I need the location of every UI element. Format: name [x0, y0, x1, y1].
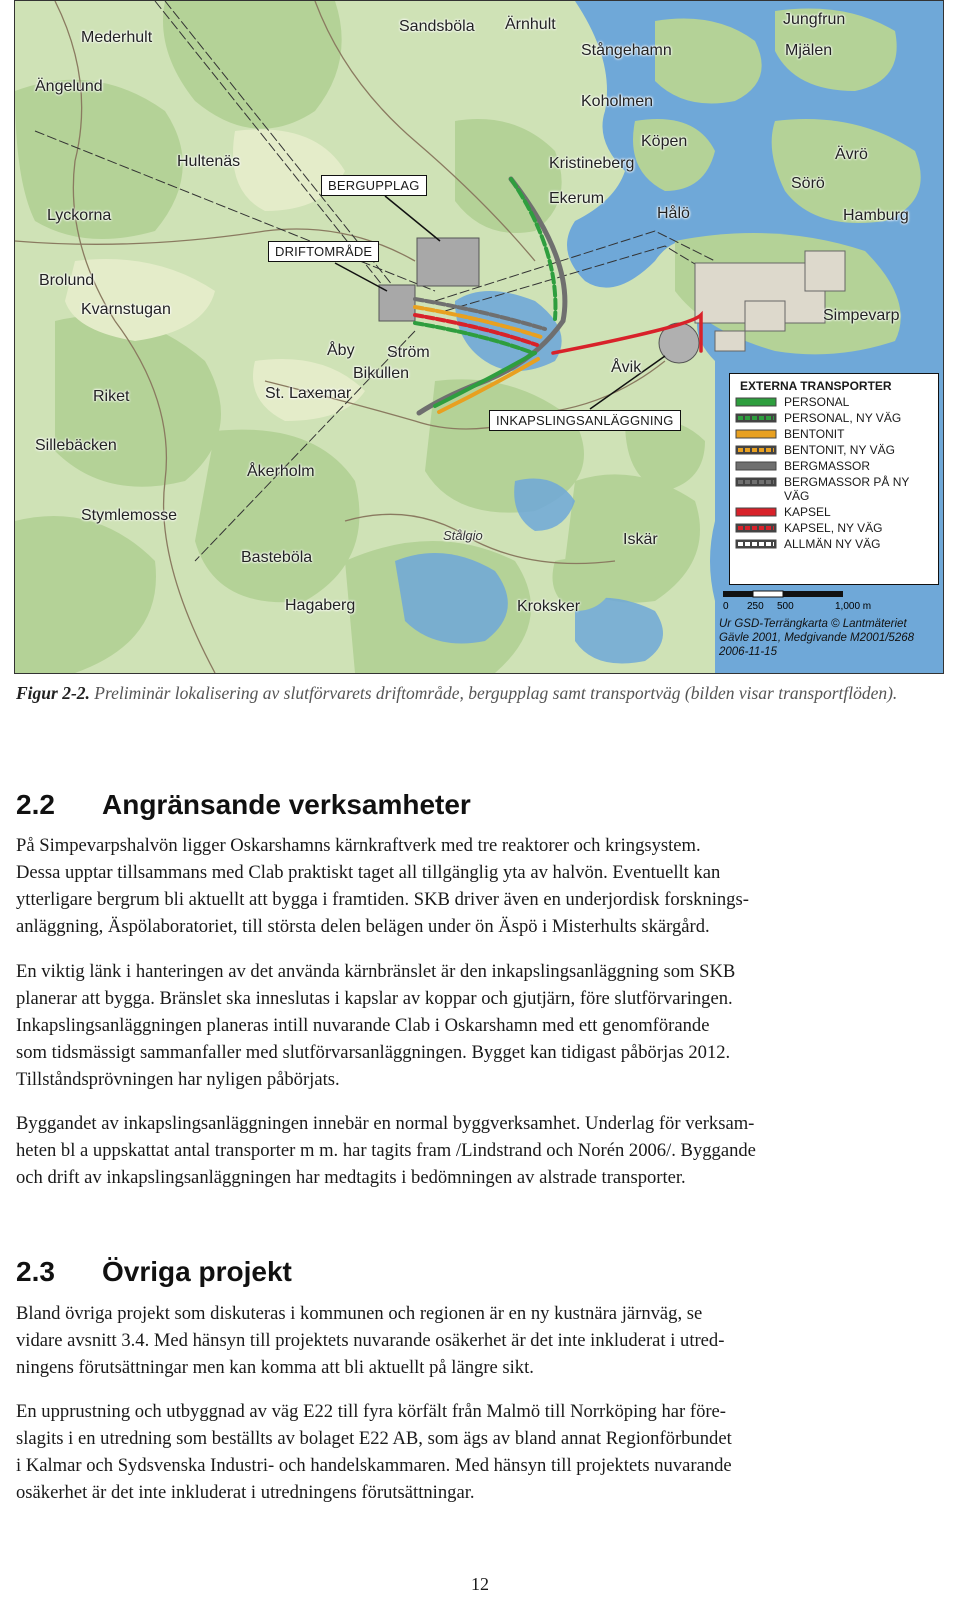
legend-item: [734, 427, 938, 441]
text-line: ytterligare bergrum bli aktuellt att bygga i framtiden. SKB driver även en underjordisk forsknings-: [16, 889, 749, 910]
legend-swatch: [734, 427, 778, 441]
legend-swatch: [734, 475, 778, 489]
place-label: Koholmen: [581, 93, 654, 110]
place-label: Bikullen: [353, 365, 410, 382]
paragraph: [16, 958, 926, 1093]
callout-driftomrade: DRIFTOMRÅDE: [268, 241, 379, 262]
place-label: Mederhult: [81, 29, 153, 46]
legend-label: BENTONIT, NY VÄG: [784, 443, 895, 457]
place-label: Sörö: [791, 175, 825, 192]
section-number: 2.2: [16, 789, 55, 820]
section-number: 2.3: [16, 1256, 55, 1287]
text-line: En upprustning och utbyggnad av väg E22 till fyra körfält från Malmö till Norrköping har före-: [16, 1401, 727, 1422]
bergupplag-area: [417, 238, 479, 286]
text-line: På Simpevarpshalvön ligger Oskarshamns kärnkraftverk med tre reaktorer och kringsystem.: [16, 835, 701, 856]
legend-label: KAPSEL, NY VÄG: [784, 521, 883, 535]
legend-label: PERSONAL: [784, 395, 850, 409]
scale-bar-graphic: [719, 589, 899, 615]
text-line: Bland övriga projekt som diskuteras i kommunen och regionen är en ny kustnära järnväg, se: [16, 1303, 703, 1324]
place-label: Mjälen: [785, 42, 833, 59]
map-figure: [14, 0, 944, 674]
place-label: Lyckorna: [47, 207, 112, 224]
place-label: Hålö: [657, 205, 690, 222]
legend-item: [734, 475, 938, 503]
paragraph: [16, 1110, 926, 1191]
legend-swatch: [734, 443, 778, 457]
caption-text: Preliminär lokalisering av slutförvarets driftområde, bergupplag samt transportväg (bilden visar transportflöden).: [94, 683, 898, 703]
legend-title: EXTERNA TRANSPORTER: [740, 379, 892, 393]
scale-tick: 0: [723, 601, 729, 612]
callout-bergupplag: BERGUPPLAG: [321, 175, 427, 196]
text-line: slagits i en utredning som beställts av bolaget E22 AB, som ägs av bland annat Regionförbundet: [16, 1428, 732, 1449]
place-label: Sandsböla: [399, 18, 475, 35]
place-label: Hagaberg: [285, 597, 356, 614]
credit-line: 2006-11-15: [719, 646, 777, 658]
legend-rows: [730, 395, 938, 551]
scale-tick: 250: [747, 601, 764, 612]
caption-label: Figur 2-2.: [16, 683, 90, 703]
legend-item: [734, 395, 938, 409]
figure-caption: [16, 681, 916, 706]
legend-item: [734, 537, 938, 551]
place-label: Stymlemosse: [81, 507, 178, 524]
text-line: Inkapslingsanläggningen planeras intill nuvarande Clab i Oskarshamn med ett genomförande: [16, 1015, 710, 1036]
place-label: Ekerum: [549, 190, 605, 207]
place-label: Ävrö: [835, 146, 868, 163]
place-label: Köpen: [641, 133, 688, 150]
place-label: Stålgio: [443, 528, 483, 543]
text-line: Tillståndsprövningen har nyligen påbörjats.: [16, 1069, 340, 1090]
place-label: Kroksker: [517, 598, 581, 615]
legend-label: BERGMASSOR PÅ NY VÄG: [784, 475, 910, 503]
text-line: Byggandet av inkapslingsanläggningen innebär en normal byggverksamhet. Underlag för verksam-: [16, 1113, 755, 1134]
text-line: planerar att bygga. Bränslet ska inneslutas i kapslar av koppar och gjutjärn, före slutförvaringen.: [16, 988, 733, 1009]
text-line: anläggning, Äspölaboratoriet, till största delen belägen under ön Äspö i Misterhults skärgård.: [16, 916, 710, 937]
place-label: Hamburg: [843, 207, 909, 224]
paragraph: [16, 1398, 926, 1506]
place-label: Stångehamn: [581, 42, 672, 59]
legend-item: [734, 505, 938, 519]
legend-swatch: [734, 505, 778, 519]
text-line: som tidsmässigt sammanfaller med slutförvarsanläggningen. Bygget kan tidigast påbörjas 2012.: [16, 1042, 731, 1063]
legend-item: [734, 411, 938, 425]
place-label: Jungfrun: [783, 11, 846, 28]
legend-item: [734, 459, 938, 473]
text-line: En viktig länk i hanteringen av det använda kärnbränslet är den inkapslingsanläggning som SKB: [16, 961, 736, 982]
legend-label: BENTONIT: [784, 427, 845, 441]
legend-swatch: [734, 537, 778, 551]
place-label: St. Laxemar: [265, 385, 352, 402]
text-line: i Kalmar och Sydsvenska Industri- och handelskammaren. Med hänsyn till projektets nuvarande: [16, 1455, 732, 1476]
map-credit: [719, 617, 914, 659]
credit-line: Gävle 2001, Medgivande M2001/5268: [719, 632, 915, 644]
page-number: 12: [471, 1574, 489, 1594]
legend-swatch: [734, 459, 778, 473]
place-label: Sillebäcken: [35, 437, 117, 454]
place-label: Åvik: [611, 359, 642, 376]
section-title: Övriga projekt: [102, 1256, 292, 1287]
place-label: Ängelund: [35, 78, 103, 95]
legend-swatch: [734, 411, 778, 425]
place-label: Kristineberg: [549, 155, 635, 172]
legend-label: BERGMASSOR: [784, 459, 871, 473]
legend-label: KAPSEL: [784, 505, 831, 519]
place-label: Kvarnstugan: [81, 301, 171, 318]
legend-label: ALLMÄN NY VÄG: [784, 537, 881, 551]
text-line: Dessa upptar tillsammans med Clab praktiskt taget all tillgänglig yta av halvön. Eventuellt kan: [16, 862, 721, 883]
section-title: Angränsande verksamheter: [102, 789, 471, 820]
text-line: och drift av inkapslingsanläggningen har medtagits i bedömningen av alstrade transporter.: [16, 1167, 686, 1188]
place-label: Basteböla: [241, 549, 313, 566]
map-legend: [729, 373, 939, 585]
legend-item: [734, 443, 938, 457]
legend-item: [734, 521, 938, 535]
credit-line: Ur GSD-Terrängkarta © Lantmäteriet: [719, 618, 907, 630]
legend-swatch: [734, 395, 778, 409]
section-heading-2-2: [16, 789, 471, 821]
scale-tick: 1,000 m: [835, 601, 872, 612]
callout-inkapsling: INKAPSLINGSANLÄGGNING: [489, 410, 681, 431]
place-label: Riket: [93, 388, 130, 405]
place-label: Ström: [387, 344, 430, 361]
text-line: vidare avsnitt 3.4. Med hänsyn till projektets nuvarande osäkerhet är det inte inkluderat i utred-: [16, 1330, 725, 1351]
paragraph: [16, 1300, 926, 1381]
place-label: Åkerholm: [247, 463, 315, 480]
legend-swatch: [734, 521, 778, 535]
legend-label: PERSONAL, NY VÄG: [784, 411, 902, 425]
text-line: osäkerhet är det inte inkluderat i utredningens förutsättningar.: [16, 1482, 475, 1503]
place-label: Hultenäs: [177, 153, 241, 170]
section-heading-2-3: [16, 1256, 292, 1288]
place-label: Åby: [327, 342, 355, 359]
place-label: Ärnhult: [505, 16, 556, 33]
place-label: Iskär: [623, 531, 658, 548]
place-label: Brolund: [39, 272, 95, 289]
place-label: Simpevarp: [823, 307, 900, 324]
text-line: ningens förutsättningar men kan komma att bli aktuellt på längre sikt.: [16, 1357, 534, 1378]
paragraph: [16, 832, 926, 940]
scale-tick: 500: [777, 601, 794, 612]
text-line: heten bl a uppskattat antal transporter m m. har tagits fram /Lindstrand och Norén 2006/. Byggande: [16, 1140, 756, 1161]
